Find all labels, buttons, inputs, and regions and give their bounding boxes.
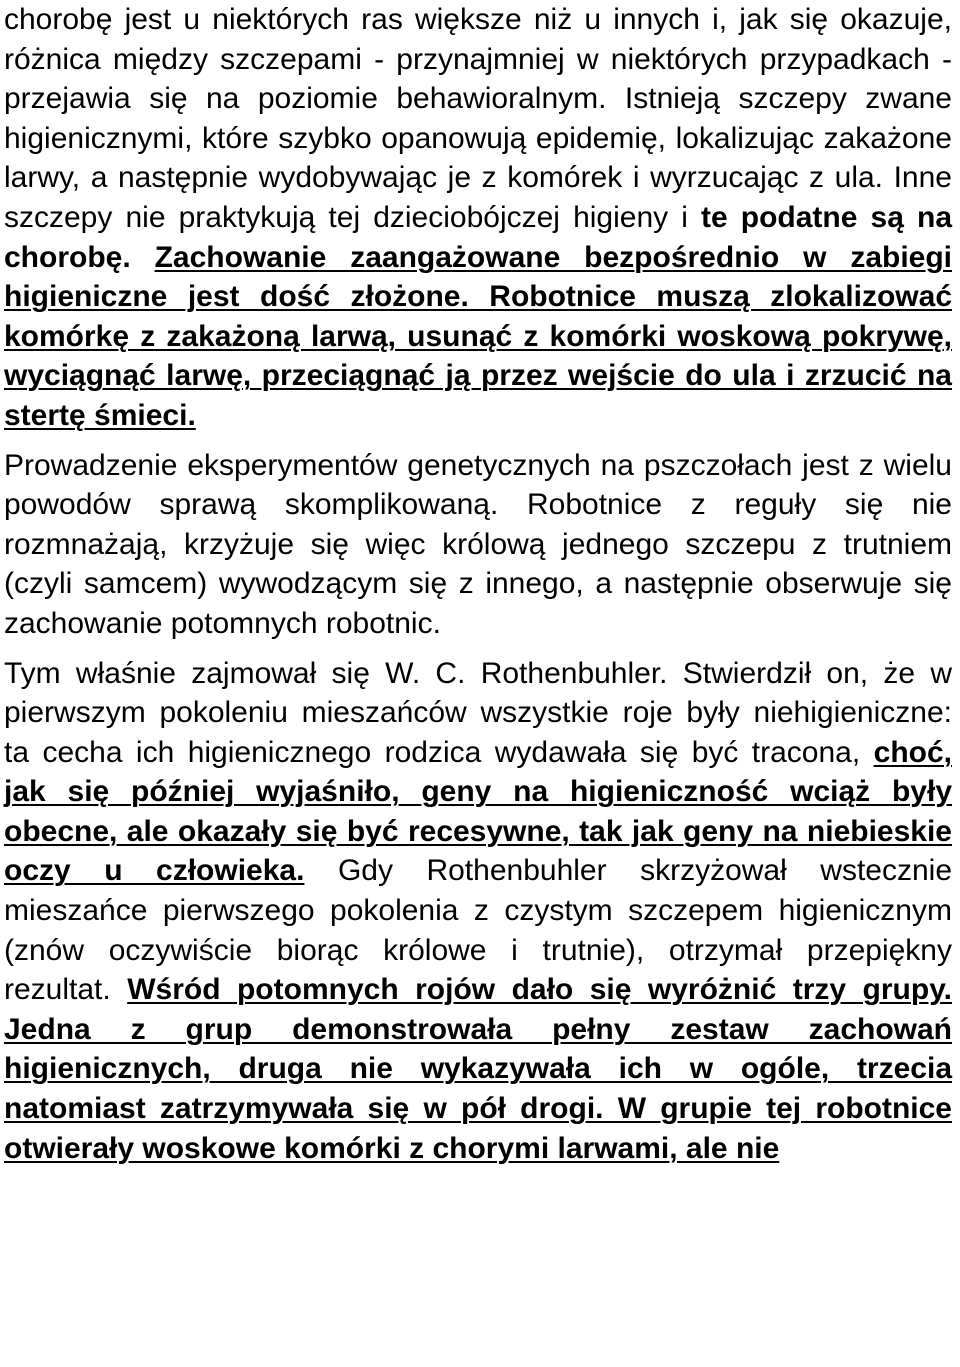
paragraph-2-text: Prowadzenie eksperymentów genetycznych na pszczołach jest z wielu powodów sprawą skomplikowaną. Robotnice z reguły się nie rozmnażają, krzyżuje się więc królową jednego szczepu z trutniem (czyli samcem) wywodzącym się z innego, a następnie obserwuje się zachowanie potomnych robotnic.	[4, 448, 952, 640]
paragraph-3-text-b: Gdy Rothenbuhler skrzyżował wstecznie mieszańce pierwszego pokolenia z czystym szczepem higienicznym (znów oczywiście biorąc królowe i trutnie), otrzymał przepiękny rezultat.	[4, 854, 953, 1007]
paragraph-1	[4, 0, 952, 436]
paragraph-3	[4, 654, 952, 1169]
paragraph-1-bold-underlined-text: Zachowanie zaangażowane bezpośrednio w zabiegi higieniczne jest dość złożone. Robotnice muszą zlokalizować komórkę z zakażoną larwą, usunąć z komórki woskową pokrywę, wyciągnąć larwę, przeciągnąć ją przez wejście do ula i zrzucić na stertę śmieci.	[4, 240, 953, 432]
paragraph-1-bold-text: te podatne są na chorobę.	[4, 200, 953, 274]
paragraph-3-bold-underlined-a: choć, jak się później wyjaśniło, geny na higieniczność wciąż były obecne, ale okazały się być recesywne, tak jak geny na niebieskie oczy u człowieka.	[4, 735, 952, 888]
paragraph-3-bold-underlined-b: Wśród potomnych rojów dało się wyróżnić trzy grupy. Jedna z grup demonstrowała pełny zestaw zachowań higienicznych, druga nie wykazywała ich w ogóle, trzecia natomiast zatrzymywała się w pół drogi. W grupie tej robotnice otwierały woskowe komórki z chorymi larwami, ale nie	[4, 973, 952, 1165]
paragraph-3-text-a: Tym właśnie zajmował się W. C. Rothenbuhler. Stwierdził on, że w pierwszym pokoleniu mieszańców wszystkie roje były niehigieniczne: ta cecha ich higienicznego rodzica wydawała się być tracona,	[4, 656, 952, 769]
paragraph-1-text: chorobę jest u niektórych ras większe niż u innych i, jak się okazuje, różnica między szczepami - przynajmniej w niektórych przypadkach - przejawia się na poziomie behawioralnym. Istnieją szczepy zwane higienicznymi, które szybko opanowują epidemię, lokalizując zakażone larwy, a następnie wydobywając je z komórek i wyrzucając z ula. Inne szczepy nie praktykują tej dzieciobójczej higieny i	[4, 3, 952, 234]
paragraph-2	[4, 446, 952, 644]
